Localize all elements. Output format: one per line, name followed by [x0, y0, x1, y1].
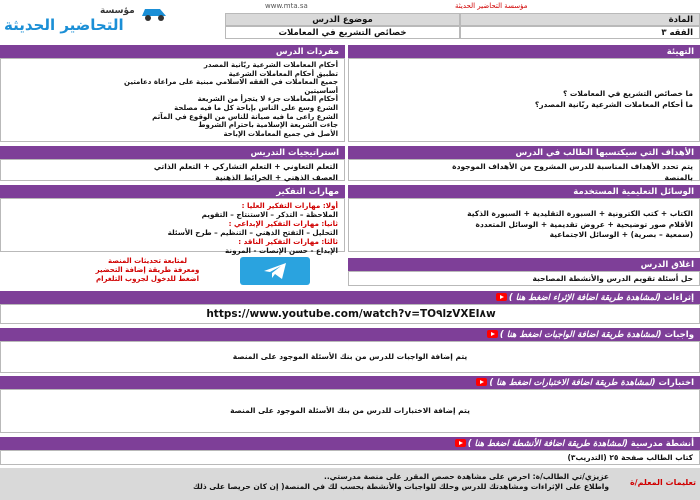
- goals-body: [348, 159, 700, 181]
- header-logo: [0, 0, 175, 40]
- intro-body: [348, 58, 700, 142]
- activities-header: [0, 437, 700, 450]
- enrich-video-link[interactable]: (لمشاهدة طريقة اضافة الإثراء اضغط هنا ): [494, 293, 661, 303]
- goals-line: بالمنصة: [664, 172, 693, 182]
- vocab-line: أساسيتين: [304, 86, 338, 95]
- telegram-line: ومعرفة طريقة إضافة التحضير: [95, 266, 200, 274]
- thinking-body: [0, 198, 345, 255]
- enrich-url[interactable]: https://www.youtube.com/watch?v=TO٩lzVXEI٨w: [206, 308, 496, 320]
- site-url[interactable]: www.mta.sa: [265, 2, 308, 10]
- teacher-title: تعليمات المعلم/ة: [629, 478, 696, 487]
- youtube-icon[interactable]: [476, 378, 487, 386]
- activities-line: كتاب الطالب صفحة ٢٥ (التدريب٣): [0, 450, 700, 465]
- vocab-line: تطبيق أحكام المعاملات الشرعية: [228, 69, 338, 78]
- logo-top-text: مؤسسة: [100, 6, 135, 16]
- telegram-banner[interactable]: [0, 256, 345, 286]
- thinking-heading-3: ثالثا: مهارات التفكير الناقد :: [238, 237, 338, 246]
- intro-line: ما خصائص التشريع في المعاملات ؟: [562, 89, 693, 98]
- telegram-icon[interactable]: [240, 257, 310, 285]
- enrich-header: [0, 291, 700, 304]
- strategies-line: العصف الذهني + الخرائط الذهنية: [215, 172, 338, 182]
- thinking-line-2: التحليل – التفتح الذهني – التنظيم – طرح الأسئلة: [167, 228, 338, 237]
- strategies-body: [0, 159, 345, 181]
- vocab-line: جاءت الشريعة الإسلامية باحترام الشروط: [198, 121, 338, 130]
- tests-video-link[interactable]: (لمشاهدة طريقة اضافة الاختبارات اضغط هنا ): [474, 378, 655, 388]
- vocab-title: مفردات الدرس: [0, 45, 345, 58]
- subject-label: المادة: [460, 13, 700, 26]
- vocab-line: أحكام المعاملات جزء لا يتجزأ من الشريعة: [197, 95, 338, 104]
- intro-title: التهيئة: [348, 45, 700, 58]
- closing-title: اغلاق الدرس: [348, 258, 700, 271]
- thinking-line-1: الملاحظة – التذكر – الاستنتاج – التقويم: [201, 210, 338, 219]
- homework-video-link[interactable]: (لمشاهدة طريقة اضافة الواجبات اضغط هنا ): [485, 330, 662, 340]
- strategies-title: استراتيجيات التدريس: [0, 146, 345, 159]
- car-logo-icon: [140, 4, 168, 22]
- tests-header: [0, 376, 700, 389]
- thinking-line-3: الإبداع - حسن الإنصات - المرونة: [225, 246, 338, 255]
- enrich-title: إثراءات: [663, 292, 694, 303]
- topic-value: خصائص التشريع في المعاملات: [225, 26, 460, 39]
- topic-label: موضوع الدرس: [225, 13, 460, 26]
- activities-video-link[interactable]: (لمشاهدة طريقة اضافة الأنشطة اضغط هنا ): [453, 439, 628, 449]
- activities-title: أنشطة مدرسية: [630, 438, 694, 449]
- vocab-line: الأصل في جميع المعاملات الإباحة: [223, 129, 338, 138]
- subject-value: الفقه ٣: [460, 26, 700, 39]
- youtube-icon[interactable]: [455, 439, 466, 447]
- youtube-icon[interactable]: [496, 293, 507, 301]
- thinking-title: مهارات التفكير: [0, 185, 345, 198]
- homework-body: يتم إضافة الواجبات للدرس من بنك الأسئلة الموجود على المنصة: [0, 341, 700, 373]
- vocab-line: الشرع وسع على الناس بإباحة كل ما فيه مصلحة: [174, 103, 338, 112]
- intro-line: ما أحكام المعاملات الشرعية ربّانية المصدر؟: [534, 99, 693, 109]
- aids-title: الوسائل التعليمية المستخدمة: [348, 185, 700, 198]
- telegram-line: لمتابعة تحديثات المنصة: [107, 257, 188, 265]
- telegram-line: اضغط للدخول لجروب التلغرام: [96, 275, 199, 283]
- homework-header: [0, 328, 700, 341]
- homework-title: واجبات: [664, 329, 694, 340]
- tests-title: اختبارات: [658, 377, 694, 388]
- vocab-body: [0, 58, 345, 142]
- logo-main-text: التحاضير الحديثة: [4, 16, 124, 34]
- telegram-text[interactable]: [60, 257, 235, 284]
- goals-title: الأهداف التي سيكتسبها الطالب في الدرس: [348, 146, 700, 159]
- teacher-section: [0, 468, 700, 500]
- vocab-line: أحكام المعاملات الشرعية ربّانية المصدر: [203, 61, 338, 69]
- goals-line: يتم تحدد الأهداف المناسبة للدرس المشروح من الأهداف الموجودة: [452, 162, 693, 171]
- aids-body: [348, 198, 700, 252]
- aids-line: (سمعية – بصرية) + الوسائل الاجتماعية: [549, 230, 693, 239]
- teacher-line: عزيزي/تي الطالب/ة: احرص على مشاهدة حصص المقرر على منصة مدرستي..: [323, 472, 609, 481]
- institution-name: مؤسسة التحاضير الحديثة: [455, 2, 528, 10]
- strategies-line: التعلم التعاوني + التعلم التشاركي + التعلم الذاتي: [153, 162, 338, 171]
- vocab-line: جميع المعاملات في الفقه الاسلامي مبنية على مراعاة دعامتين: [124, 78, 338, 87]
- youtube-icon[interactable]: [487, 330, 498, 338]
- aids-line: الكتاب + كتب الكترونية + السبورة التقليدية + السبورة الذكية: [467, 209, 693, 218]
- thinking-heading-1: أولا: مهارات التفكير العليا :: [241, 201, 338, 210]
- teacher-line: واطلاع على الإثراءات ومشاهدتك للدرس وحلك للواجبات والأنشطة بحسب لك في المنصة( إن كان حريصا على ذلك: [193, 482, 609, 491]
- thinking-heading-2: ثانيا: مهارات التفكير الإبداعي :: [228, 219, 338, 228]
- closing-line: حل أسئلة تقويم الدرس والأنشطة المصاحبة: [348, 271, 700, 286]
- aids-line: الأقلام صور توضيحية + عروض تقديمية + الوسائل المتعددة: [475, 219, 693, 229]
- enrich-body: [0, 304, 700, 324]
- vocab-line: الشرع راعى ما فيه صيانة للناس من الوقوع في المآثم: [152, 112, 338, 121]
- tests-body: يتم إضافة الاختبارات للدرس من بنك الأسئلة الموجود على المنصة: [0, 389, 700, 433]
- teacher-text: [5, 470, 615, 494]
